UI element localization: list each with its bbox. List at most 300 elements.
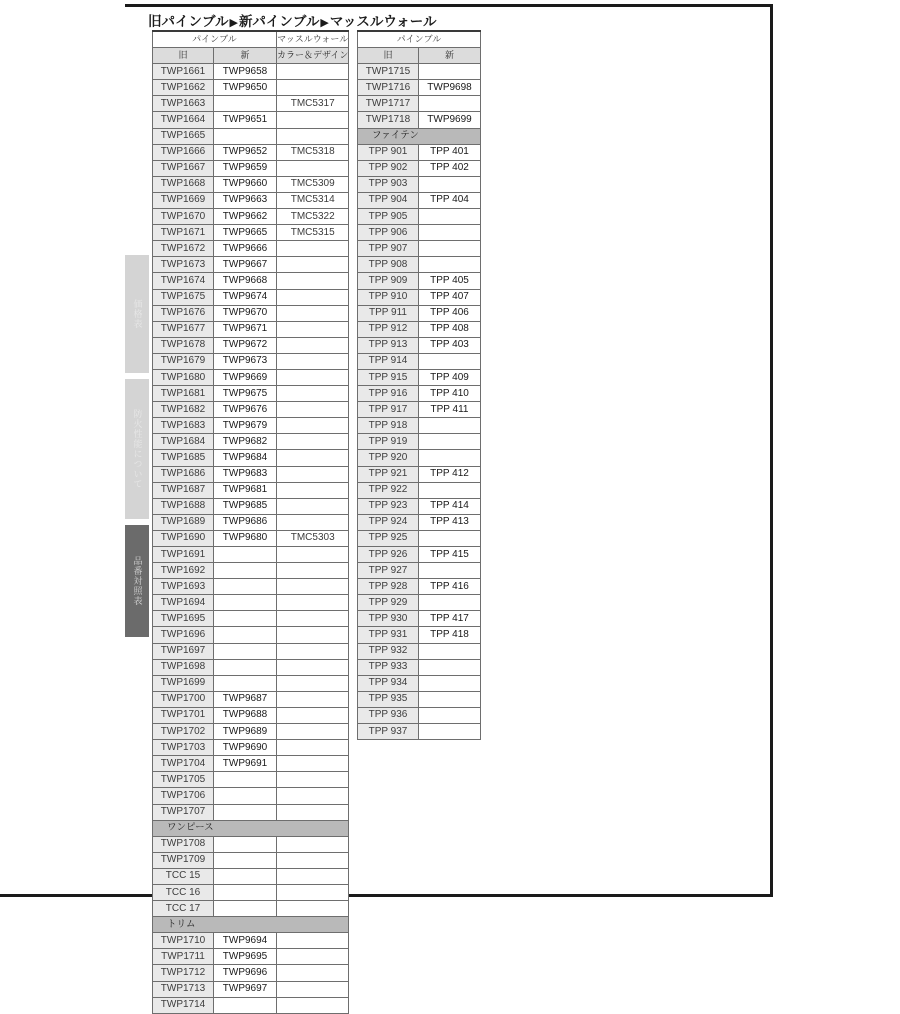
cell-old: TWP1661 [153,64,214,80]
table-row [153,466,349,482]
cell-new: TWP9665 [214,225,277,241]
cell-mw [277,788,349,804]
cell-new: TWP9696 [214,965,277,981]
cell-old: TWP1675 [153,289,214,305]
cell-old: TPP 918 [358,418,419,434]
cell-new: TWP9666 [214,241,277,257]
cell-old: TPP 917 [358,402,419,418]
cell-new [419,675,481,691]
cell-mw [277,852,349,868]
table-row [358,434,481,450]
cell-new: TPP 413 [419,514,481,530]
cell-new: TWP9671 [214,321,277,337]
cell-new: TPP 402 [419,160,481,176]
cell-old: TPP 937 [358,724,419,740]
cell-mw [277,868,349,884]
cell-new: TWP9697 [214,981,277,997]
cell-old: TWP1679 [153,353,214,369]
side-tab-3[interactable] [125,525,149,637]
cell-old: TWP1671 [153,225,214,241]
cell-old: TWP1703 [153,740,214,756]
cell-new [419,530,481,546]
cell-mw [277,579,349,595]
cell-mw [277,643,349,659]
cell-new [419,241,481,257]
cell-old: TPP 912 [358,321,419,337]
cell-mw [277,659,349,675]
table-row [358,369,481,385]
cell-old: TWP1713 [153,981,214,997]
table-row [153,369,349,385]
table-row [358,450,481,466]
cell-old: TWP1674 [153,273,214,289]
table-row [358,724,481,740]
cell-new [419,595,481,611]
cell-old: TWP1676 [153,305,214,321]
cell-new: TPP 406 [419,305,481,321]
cell-old: TWP1705 [153,772,214,788]
cell-new: TWP9679 [214,418,277,434]
cell-old: TWP1694 [153,595,214,611]
cell-old: TWP1691 [153,547,214,563]
cell-old: TWP1716 [358,80,419,96]
table-row [153,563,349,579]
cell-new: TWP9688 [214,707,277,723]
cell-mw [277,563,349,579]
cell-mw [277,450,349,466]
cell-old: TWP1684 [153,434,214,450]
table-row [153,997,349,1013]
section-header-label: ファイテン [358,128,481,144]
cell-new [214,772,277,788]
table-row [358,305,481,321]
cell-new: TWP9691 [214,756,277,772]
cell-old: TPP 921 [358,466,419,482]
cell-mw [277,756,349,772]
table-row [358,176,481,192]
cell-new [419,257,481,273]
table-row [153,209,349,225]
cell-new [214,868,277,884]
cell-mw [277,772,349,788]
cell-old: TWP1715 [358,64,419,80]
section-header-row [358,128,481,144]
cell-old: TWP1712 [153,965,214,981]
column-header-1: 旧 [358,48,419,64]
table-row [153,933,349,949]
cell-mw [277,80,349,96]
table-row [358,80,481,96]
cell-old: TPP 911 [358,305,419,321]
table-row [358,707,481,723]
table-row [153,498,349,514]
cell-mw [277,740,349,756]
table-row [358,337,481,353]
table-row [358,675,481,691]
cell-mw [277,128,349,144]
table-row [153,836,349,852]
cell-new: TPP 410 [419,386,481,402]
cell-old: TPP 903 [358,176,419,192]
cell-mw [277,273,349,289]
table-row [358,160,481,176]
cell-old: TPP 929 [358,595,419,611]
column-header-2: 新 [214,48,277,64]
arrow-right-icon-1: ▶ [229,17,238,29]
cell-old: TPP 906 [358,225,419,241]
table-row [153,353,349,369]
cell-old: TWP1717 [358,96,419,112]
table-row [358,353,481,369]
table-row [358,563,481,579]
cell-old: TPP 909 [358,273,419,289]
cell-new: TWP9659 [214,160,277,176]
cell-old: TPP 932 [358,643,419,659]
cell-old: TWP1673 [153,257,214,273]
comparison-table-left [152,30,349,1014]
cell-new: TWP9686 [214,514,277,530]
cell-new: TWP9695 [214,949,277,965]
cell-mw [277,466,349,482]
cell-old: TCC 17 [153,901,214,917]
cell-mw [277,305,349,321]
cell-new: TWP9698 [419,80,481,96]
cell-new: TWP9694 [214,933,277,949]
table-row [358,273,481,289]
cell-mw [277,498,349,514]
column-header-2: 新 [419,48,481,64]
table-right-head [358,31,481,64]
table-row [153,627,349,643]
table-row [153,804,349,820]
table-row [358,225,481,241]
cell-old: TWP1711 [153,949,214,965]
cell-new: TPP 407 [419,289,481,305]
cell-old: TWP1692 [153,563,214,579]
section-header-row [153,917,349,933]
cell-new [419,691,481,707]
cell-new: TPP 414 [419,498,481,514]
cell-mw [277,257,349,273]
cell-old: TPP 922 [358,482,419,498]
cell-old: TPP 930 [358,611,419,627]
table-row [153,514,349,530]
table-row [358,498,481,514]
cell-old: TWP1662 [153,80,214,96]
column-header-3: カラー＆デザイン [277,48,349,64]
cell-old: TWP1695 [153,611,214,627]
cell-new: TWP9669 [214,369,277,385]
cell-new: TWP9684 [214,450,277,466]
table-row [153,643,349,659]
cell-old: TWP1690 [153,530,214,546]
cell-old: TPP 935 [358,691,419,707]
table-row [358,627,481,643]
cell-old: TWP1697 [153,643,214,659]
cell-new [214,901,277,917]
side-tab-label: 防火性能について [132,409,143,489]
cell-mw [277,418,349,434]
table-row [153,611,349,627]
table-row [153,724,349,740]
cell-old: TPP 927 [358,563,419,579]
table-row [153,289,349,305]
table-row [153,788,349,804]
section-header-label: トリム [153,917,349,933]
cell-mw [277,949,349,965]
cell-mw [277,901,349,917]
table-row [153,884,349,900]
cell-old: TPP 920 [358,450,419,466]
table-row [153,257,349,273]
cell-old: TPP 915 [358,369,419,385]
cell-new: TPP 408 [419,321,481,337]
cell-old: TWP1706 [153,788,214,804]
cell-new [419,450,481,466]
cell-old: TWP1714 [153,997,214,1013]
table-row [153,530,349,546]
cell-new [214,128,277,144]
cell-mw: TMC5322 [277,209,349,225]
table-row [358,241,481,257]
table-row [358,595,481,611]
cell-new: TPP 404 [419,192,481,208]
cell-old: TWP1702 [153,724,214,740]
table-row [153,595,349,611]
table-row [153,965,349,981]
cell-new [419,563,481,579]
cell-mw [277,434,349,450]
cell-old: TPP 904 [358,192,419,208]
table-row [153,80,349,96]
cell-new: TWP9681 [214,482,277,498]
cell-old: TWP1718 [358,112,419,128]
table-row [153,192,349,208]
cell-mw [277,547,349,563]
table-row [358,192,481,208]
cell-old: TPP 901 [358,144,419,160]
side-tab-1[interactable] [125,255,149,373]
cell-mw [277,64,349,80]
cell-new: TPP 405 [419,273,481,289]
cell-mw [277,804,349,820]
page-title-part-new: 新パインブル [238,14,320,29]
cell-old: TPP 905 [358,209,419,225]
table-row [153,707,349,723]
cell-old: TCC 16 [153,884,214,900]
table-row [358,418,481,434]
table-row [153,756,349,772]
cell-old: TWP1680 [153,369,214,385]
cell-new: TWP9651 [214,112,277,128]
cell-new: TWP9658 [214,64,277,80]
cell-old: TWP1709 [153,852,214,868]
cell-new: TWP9675 [214,386,277,402]
cell-new [419,353,481,369]
cell-new [214,643,277,659]
table-row [358,386,481,402]
table-row [153,981,349,997]
table-row [153,547,349,563]
cell-new [214,884,277,900]
cell-old: TWP1710 [153,933,214,949]
cell-old: TWP1700 [153,691,214,707]
cell-new: TWP9650 [214,80,277,96]
cell-mw [277,514,349,530]
cell-mw [277,675,349,691]
table-row [358,112,481,128]
cell-mw [277,482,349,498]
cell-old: TPP 913 [358,337,419,353]
cell-new: TPP 417 [419,611,481,627]
table-row [153,659,349,675]
cell-mw: TMC5318 [277,144,349,160]
cell-mw: TMC5303 [277,530,349,546]
table-row [358,209,481,225]
table-row [153,225,349,241]
cell-new: TPP 412 [419,466,481,482]
page-border-bottom [0,894,773,897]
group-header-1: パインブル [153,31,277,48]
table-row [153,434,349,450]
cell-new [419,176,481,192]
cell-old: TPP 914 [358,353,419,369]
cell-new [214,997,277,1013]
cell-old: TWP1678 [153,337,214,353]
cell-new [419,418,481,434]
cell-old: TPP 926 [358,547,419,563]
page-border-right [770,4,773,897]
cell-old: TWP1686 [153,466,214,482]
cell-old: TWP1663 [153,96,214,112]
cell-new: TWP9672 [214,337,277,353]
table-row [358,289,481,305]
cell-new: TWP9668 [214,273,277,289]
cell-old: TWP1693 [153,579,214,595]
table-row [358,659,481,675]
cell-new: TWP9662 [214,209,277,225]
cell-mw [277,691,349,707]
cell-new: TPP 418 [419,627,481,643]
page-border-top [125,4,773,7]
cell-mw [277,369,349,385]
cell-new: TPP 416 [419,579,481,595]
cell-new [214,611,277,627]
cell-mw [277,884,349,900]
cell-old: TWP1664 [153,112,214,128]
cell-mw [277,112,349,128]
cell-old: TCC 15 [153,868,214,884]
cell-old: TWP1687 [153,482,214,498]
table-row [153,691,349,707]
cell-mw [277,241,349,257]
cell-old: TPP 907 [358,241,419,257]
cell-new [214,563,277,579]
table-row [153,450,349,466]
page-title [148,10,437,30]
table-row [153,160,349,176]
table-row [153,176,349,192]
cell-new [419,707,481,723]
table-row [358,579,481,595]
side-tab-label: 品番対照表 [132,556,143,606]
cell-mw: TMC5309 [277,176,349,192]
cell-old: TWP1708 [153,836,214,852]
side-tab-strip [125,255,149,637]
table-row [358,321,481,337]
table-row [153,386,349,402]
cell-mw [277,289,349,305]
cell-mw [277,611,349,627]
cell-new: TWP9680 [214,530,277,546]
cell-old: TPP 902 [358,160,419,176]
cell-old: TPP 924 [358,514,419,530]
cell-new: TPP 409 [419,369,481,385]
table-row [153,772,349,788]
cell-mw [277,933,349,949]
table-row [153,740,349,756]
cell-mw [277,965,349,981]
table-sub-header-row [358,48,481,64]
section-header-label: ワンピース [153,820,349,836]
table-row [358,257,481,273]
page-title-part-musclewall: マッスルウォール [329,14,437,29]
cell-old: TWP1670 [153,209,214,225]
table-row [153,579,349,595]
table-row [153,241,349,257]
cell-old: TWP1699 [153,675,214,691]
cell-new: TWP9690 [214,740,277,756]
column-header-1: 旧 [153,48,214,64]
cell-new: TPP 401 [419,144,481,160]
cell-new: TWP9663 [214,192,277,208]
cell-new [419,96,481,112]
table-row [153,675,349,691]
cell-new: TWP9676 [214,402,277,418]
table-row [358,611,481,627]
table-row [358,691,481,707]
table-row [153,128,349,144]
table-row [153,949,349,965]
cell-old: TWP1667 [153,160,214,176]
cell-new [214,579,277,595]
cell-old: TWP1677 [153,321,214,337]
table-left-head [153,31,349,64]
cell-new: TPP 403 [419,337,481,353]
cell-new: TPP 411 [419,402,481,418]
cell-new: TWP9699 [419,112,481,128]
table-row [358,482,481,498]
cell-mw: TMC5315 [277,225,349,241]
cell-old: TWP1704 [153,756,214,772]
cell-new: TWP9689 [214,724,277,740]
table-row [153,868,349,884]
cell-old: TWP1665 [153,128,214,144]
cell-old: TWP1682 [153,402,214,418]
cell-old: TPP 933 [358,659,419,675]
table-row [153,482,349,498]
table-group-header-row [153,31,349,48]
cell-new [419,482,481,498]
table-row [153,337,349,353]
cell-new [214,804,277,820]
cell-mw: TMC5317 [277,96,349,112]
table-row [153,321,349,337]
side-tab-2[interactable] [125,379,149,519]
table-row [153,112,349,128]
cell-new [214,547,277,563]
table-row [358,402,481,418]
